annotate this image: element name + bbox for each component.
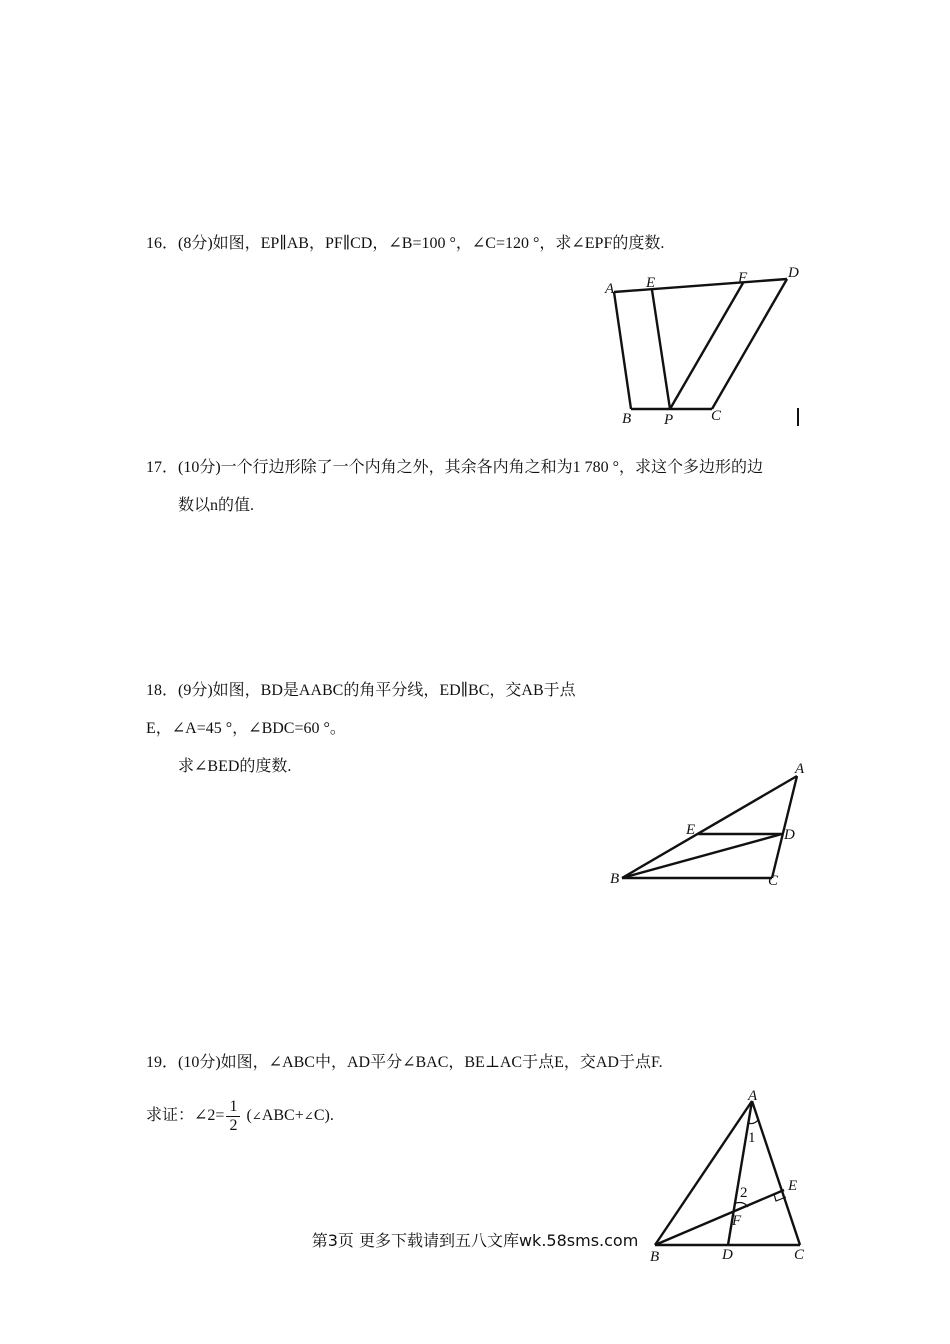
label-c: C [794, 1247, 805, 1263]
angle-symbol-abc: ∠ [251, 1109, 262, 1123]
label-b: B [622, 411, 632, 427]
segment-ep [652, 290, 670, 409]
label-e: E [646, 275, 656, 291]
question-17-line2: 数以n的值. [178, 497, 255, 514]
question-18-line1: 18．(9分)如图，BD是AABC的角平分线，ED∥BC，交AB于点 [146, 682, 576, 699]
label-d: D [722, 1247, 733, 1263]
label-d: D [784, 827, 795, 843]
proof-abc: ABC+ [261, 1107, 304, 1124]
question-18-line3: 求∠BED的度数. [178, 758, 292, 775]
question-19-proof [146, 1096, 334, 1136]
label-c: C [711, 408, 722, 424]
question-18-line2: E，∠A=45 °，∠BDC=60 °。 [146, 720, 346, 737]
label-p: P [664, 412, 674, 428]
question-17-line1: 17．(10分)一个行边形除了一个内角之外，其余各内角之和为1 780 °，求这个多边形的边 [146, 459, 764, 476]
segment-dc [712, 279, 787, 409]
segment-ad [614, 279, 787, 292]
proof-c: C). [313, 1107, 334, 1124]
label-a: A [795, 761, 805, 777]
fraction-one-half [226, 1098, 240, 1135]
label-c: C [768, 873, 779, 889]
figure-16 [600, 262, 810, 432]
label-f: F [732, 1213, 742, 1229]
question-16-text: 16．(8分)如图，EP∥AB，PF∥CD，∠B=100 °，∠C=120 °，求∠EPF的度数. [146, 235, 665, 252]
angle-symbol-c: ∠ [303, 1109, 314, 1123]
label-a: A [605, 281, 615, 297]
label-f: F [738, 270, 748, 286]
page-footer: 第3页 更多下载请到五八文库wk.58sms.com [311, 1231, 639, 1250]
segment-ac [752, 1101, 800, 1245]
label-b: B [610, 871, 620, 887]
question-19-line1: 19．(10分)如图，∠ABC中，AD平分∠BAC，BE⊥AC于点E，交AD于点F. [146, 1054, 663, 1071]
segment-pf [670, 283, 743, 409]
proof-prefix: 求证：∠2= [146, 1107, 225, 1124]
label-e: E [788, 1178, 798, 1194]
fraction-numerator: 1 [229, 1097, 238, 1115]
segment-bd [622, 834, 782, 878]
segment-ba [622, 776, 797, 878]
label-angle-1: 1 [748, 1130, 756, 1146]
segment-ab [614, 292, 631, 409]
label-a: A [748, 1088, 758, 1104]
fraction-denominator: 2 [229, 1116, 238, 1134]
scan-mark [797, 408, 799, 426]
proof-open: ( [242, 1107, 252, 1124]
label-d: D [788, 265, 799, 281]
label-b: B [650, 1249, 660, 1265]
label-e: E [686, 822, 696, 838]
label-angle-2: 2 [740, 1185, 748, 1201]
figure-18 [600, 752, 815, 897]
